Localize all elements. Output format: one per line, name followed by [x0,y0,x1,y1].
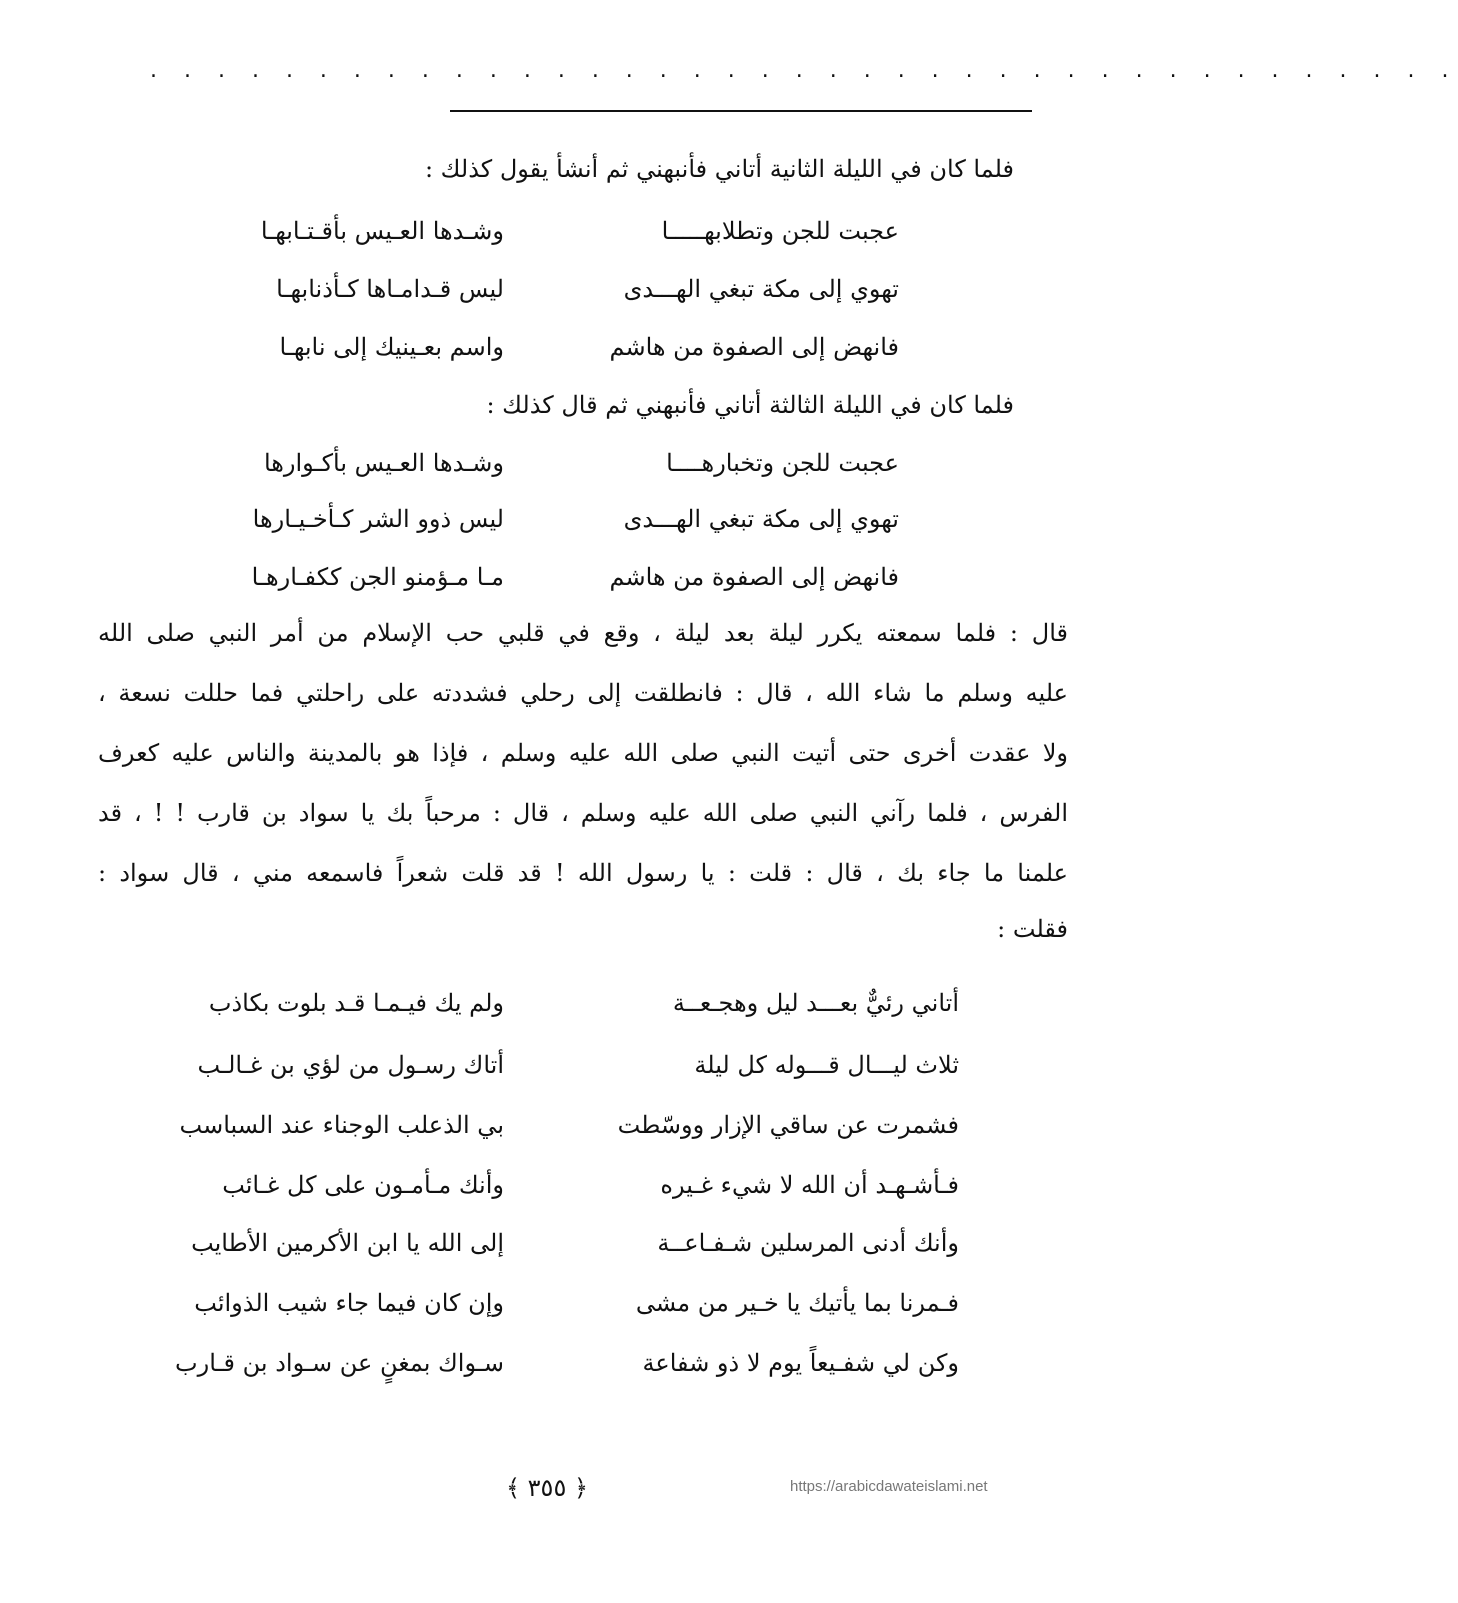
paragraph-line-5: علمنا ما جاء بك ، قال : قلت : يا رسول الله ! قد قلت شعراً فاسمعه مني ، قال سواد : [98,859,1068,887]
poem3-verse-4-left: وأنك مـأمـون على كل غـائب [222,1171,504,1199]
paragraph-line-3: ولا عقدت أخرى حتى أتيت النبي صلى الله عليه وسلم ، فإذا هو بالمدينة والناس عليه كعرف [98,739,1068,767]
poem3-verse-1-right: أتاني رئيٌّ بعـــد ليل وهجـعــة [672,989,959,1017]
poem2-verse-3-left: مـا مـؤمنو الجن ككفـارهـا [251,563,504,591]
watermark-url[interactable]: https://arabicdawateislami.net [790,1478,988,1495]
poem2-verse-1-left: وشـدها العـيس بأكـوارها [263,449,504,477]
paragraph-line-6: فقلت : [997,915,1068,943]
paragraph-line-1: قال : فلما سمعته يكرر ليلة بعد ليلة ، وقع في قلبي حب الإسلام من أمر النبي صلى الله [98,619,1068,647]
paragraph-line-4: الفرس ، فلما رآني النبي صلى الله عليه وسلم ، قال : مرحباً بك يا سواد بن قارب ! ! ، قد [98,799,1068,827]
poem2-verse-2-right: تهوي إلى مكة تبغي الهـــدى [623,505,899,533]
poem1-verse-2-right: تهوي إلى مكة تبغي الهـــدى [623,275,899,303]
poem3-verse-2-right: ثلاث ليـــال قـــوله كل ليلة [694,1051,959,1079]
poem1-verse-3-left: واسم بعـينيك إلى نابهـا [279,333,504,361]
header-rule [450,110,1032,112]
page-number: ﴿ ٣٥٥ ﴾ [505,1474,589,1502]
paragraph-line-2: عليه وسلم ما شاء الله ، قال : فانطلقت إلى رحلي فشددته على راحلتي فما حللت نسعة ، [98,679,1068,707]
poem3-verse-1-left: ولم يك فيـمـا قـد بلوت بكاذب [208,989,504,1017]
poem2-verse-2-left: ليس ذوو الشر كـأخـيـارها [252,505,504,533]
poem3-verse-5-right: وأنك أدنى المرسلين شـفـاعــة [657,1229,959,1257]
poem3-verse-7-right: وكن لي شفـيعاً يوم لا ذو شفاعة [642,1349,959,1377]
poem1-verse-2-left: ليس قـدامـاها كـأذنابهـا [276,275,504,303]
poem3-verse-3-left: بي الذعلب الوجناء عند السباسب [179,1111,504,1139]
poem1-verse-3-right: فانهض إلى الصفوة من هاشم [609,333,899,361]
header-dots: . . . . . . . . . . . . . . . . . . . . . . . . . . . . . . . . . . . . . . . [150,58,1458,83]
intro-line-2: فلما كان في الليلة الثالثة أتاني فأنبهني ثم قال كذلك : [486,391,1014,419]
poem3-verse-3-right: فشمرت عن ساقي الإزار ووسّطت [617,1111,959,1139]
poem3-verse-6-right: فـمرنا بما يأتيك يا خـير من مشى [635,1289,959,1317]
poem3-verse-4-right: فـأشـهـد أن الله لا شيء غـيره [660,1171,959,1199]
poem2-verse-3-right: فانهض إلى الصفوة من هاشم [609,563,899,591]
intro-line-1: فلما كان في الليلة الثانية أتاني فأنبهني ثم أنشأ يقول كذلك : [424,155,1014,183]
poem1-verse-1-right: عجبت للجن وتطلابهـــــا [661,217,899,245]
poem3-verse-6-left: وإن كان فيما جاء شيب الذوائب [194,1289,504,1317]
poem1-verse-1-left: وشـدها العـيس بأقـتـابهـا [260,217,504,245]
poem2-verse-1-right: عجبت للجن وتخبارهــــا [666,449,899,477]
poem3-verse-5-left: إلى الله يا ابن الأكرمين الأطايب [191,1229,504,1257]
poem3-verse-7-left: سـواك بمغنٍ عن سـواد بن قـارب [175,1349,504,1377]
poem3-verse-2-left: أتاك رسـول من لؤي بن غـالـب [197,1051,504,1079]
